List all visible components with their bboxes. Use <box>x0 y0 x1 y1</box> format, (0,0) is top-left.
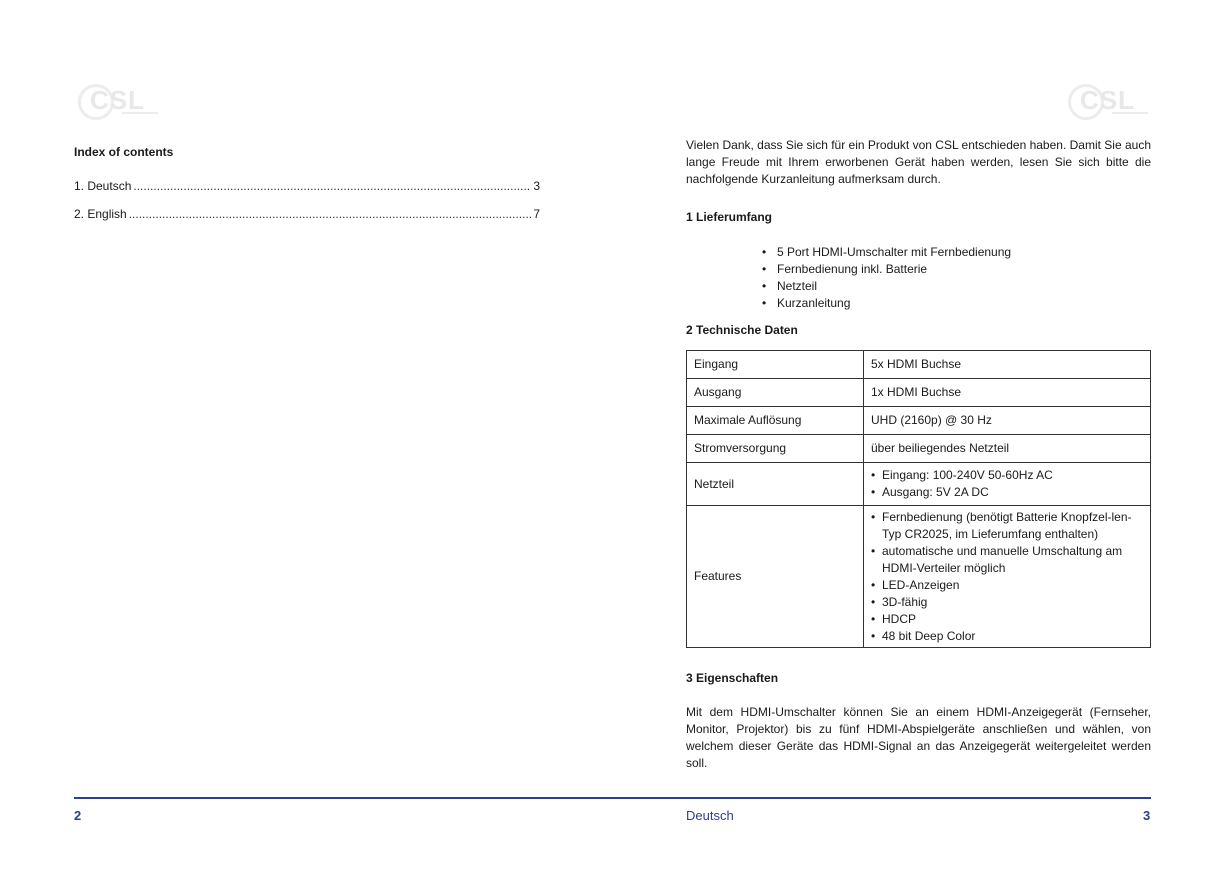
spec-key: Features <box>687 506 864 648</box>
spec-key: Ausgang <box>687 379 864 407</box>
toc-entry-label: 2. English <box>74 207 127 221</box>
spec-key: Netzteil <box>687 463 864 506</box>
toc-entry-label: 1. Deutsch <box>74 179 132 193</box>
list-item: • Eingang: 100-240V 50-60Hz AC <box>871 467 1143 484</box>
table-row <box>687 407 1151 435</box>
toc-title: Index of contents <box>74 145 174 159</box>
csl-logo-left: CSL <box>78 84 158 120</box>
toc-entry-english[interactable] <box>74 207 540 221</box>
toc-entry-page: 7 <box>533 207 540 221</box>
table-row <box>687 435 1151 463</box>
delivery-list <box>762 244 1011 312</box>
spec-value: über beiliegendes Netzteil <box>864 435 1151 463</box>
csl-logo-right: CSL <box>1068 84 1148 120</box>
page-number-left: 2 <box>74 808 82 823</box>
spec-key: Stromversorgung <box>687 435 864 463</box>
list-item: • 48 bit Deep Color <box>871 628 1143 645</box>
eigenschaften-paragraph: Mit dem HDMI-Umschalter können Sie an einem HDMI-Anzeigegerät (Fernseher, Monitor, Projektor) bis zu fünf HDMI-Abspielgeräte anschließen und wählen, von welchem dieser Geräte das HDMI-Signal an das Anzeigegerät weitergeleitet werden soll. <box>686 705 1151 770</box>
spec-value: 5x HDMI Buchse <box>864 351 1151 379</box>
footer-divider <box>74 797 1151 799</box>
features-list <box>871 509 1143 645</box>
section-heading-lieferumfang: 1 Lieferumfang <box>686 210 773 224</box>
table-row <box>687 463 1151 506</box>
list-item: • Netzteil <box>762 278 1011 295</box>
toc-leader-dots <box>133 179 531 193</box>
page-number-right: 3 <box>1143 808 1151 823</box>
spec-key: Maximale Auflösung <box>687 407 864 435</box>
section-heading-eigenschaften: 3 Eigenschaften <box>686 671 779 685</box>
spec-value <box>864 506 1151 648</box>
toc-entry-page: 3 <box>533 179 540 193</box>
intro-paragraph: Vielen Dank, dass Sie sich für ein Produkt von CSL entschieden haben. Damit Sie auch lange Freude mit Ihrem erworbenen Gerät haben werden, lesen Sie sich bitte die nachfolgende Kurzanleitung aufmerksam durch. <box>686 138 1151 186</box>
netzteil-list <box>871 467 1143 501</box>
list-item: • Kurzanleitung <box>762 295 1011 312</box>
section-heading-technische-daten: 2 Technische Daten <box>686 323 798 337</box>
list-item: • 3D-fähig <box>871 594 1143 611</box>
list-item: • LED-Anzeigen <box>871 577 1143 594</box>
list-item: • 5 Port HDMI-Umschalter mit Fernbedienung <box>762 244 1011 261</box>
table-row <box>687 506 1151 648</box>
list-item: • HDCP <box>871 611 1143 628</box>
spec-value: UHD (2160p) @ 30 Hz <box>864 407 1151 435</box>
spec-value: 1x HDMI Buchse <box>864 379 1151 407</box>
spec-value <box>864 463 1151 506</box>
list-item: • automatische und manuelle Umschaltung am HDMI-Verteiler möglich <box>871 543 1143 577</box>
toc-entry-deutsch[interactable] <box>74 179 540 193</box>
toc-leader-dots <box>129 207 532 221</box>
table-row <box>687 379 1151 407</box>
spec-table <box>686 350 1151 648</box>
list-item: • Ausgang: 5V 2A DC <box>871 484 1143 501</box>
list-item: • Fernbedienung (benötigt Batterie Knopfzel-len-Typ CR2025, im Lieferumfang enthalten) <box>871 509 1143 543</box>
list-item: • Fernbedienung inkl. Batterie <box>762 261 1011 278</box>
footer-language: Deutsch <box>686 808 734 823</box>
table-row <box>687 351 1151 379</box>
spec-key: Eingang <box>687 351 864 379</box>
